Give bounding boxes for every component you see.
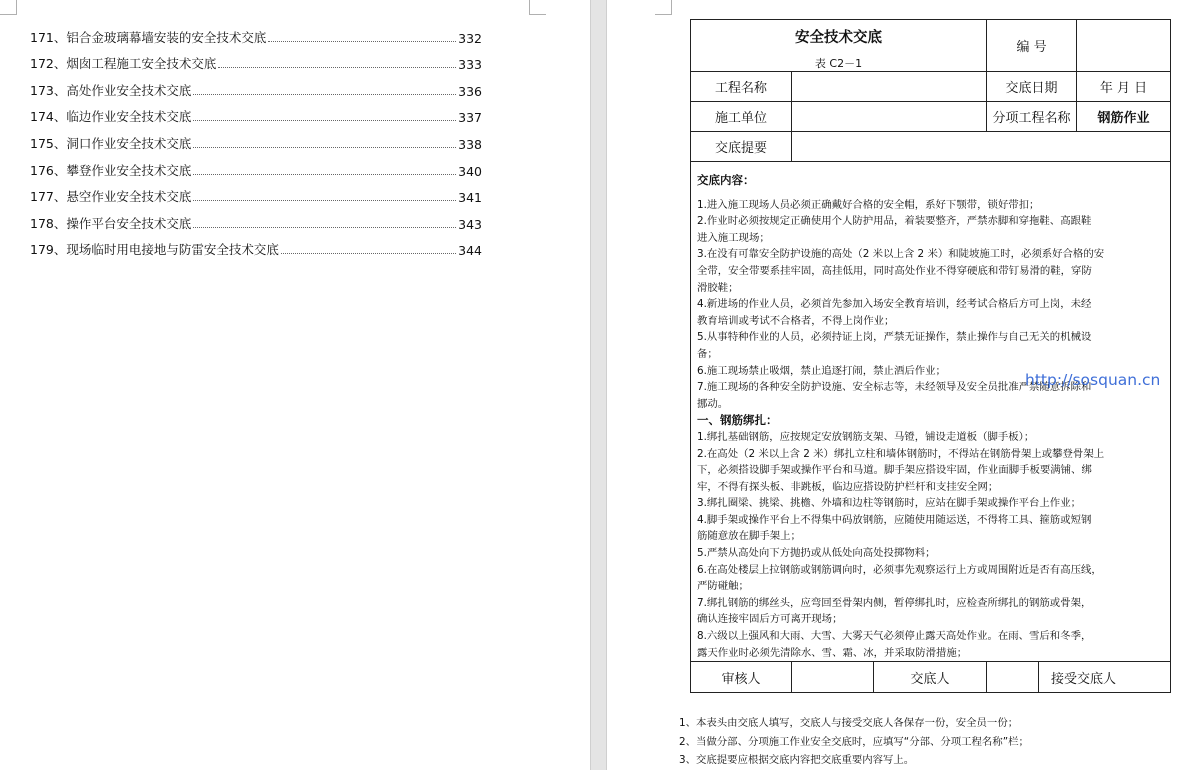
toc-entry[interactable] <box>30 157 482 179</box>
section-1-rules <box>697 429 1164 661</box>
page-gutter <box>590 0 607 770</box>
toc-entry[interactable] <box>30 236 482 258</box>
disclosure-content <box>691 162 1171 662</box>
form-title-cell <box>691 20 987 72</box>
form-title: 安全技术交底 <box>795 30 882 46</box>
watermark-url: http://sosquan.cn <box>1025 371 1161 389</box>
content-line: 1.绑扎基础钢筋，应按规定安放钢筋支架、马镫，铺设走道板（脚手板）； <box>697 430 1035 443</box>
toc-entry-page: 343 <box>458 217 482 232</box>
disclosure-form-table <box>690 19 1171 693</box>
content-line: 下，必须搭设脚手架或操作平台和马道。脚手架应搭设牢固，作业面脚手板要满铺、绑 <box>697 464 1092 477</box>
content-line: 1.进入施工现场人员必须正确戴好合格的安全帽，系好下颚带，锁好带扣； <box>697 198 1040 211</box>
content-line: 2.作业时必须按规定正确使用个人防护用品，着装要整齐，严禁赤脚和穿拖鞋、高跟鞋 <box>697 215 1092 228</box>
right-page <box>607 0 1197 770</box>
toc-leader-dots <box>193 227 456 228</box>
content-line: 7.施工现场的各种安全防护设施、安全标志等，未经领导及安全员批准严禁随意拆除和 <box>697 381 1092 394</box>
toc-entry-page: 337 <box>458 110 482 125</box>
project-name-value[interactable] <box>792 72 987 102</box>
toc-entry[interactable] <box>30 210 482 232</box>
toc-entry-page: 333 <box>458 57 482 72</box>
summary-value[interactable] <box>792 132 1171 162</box>
toc-leader-dots <box>193 94 456 95</box>
number-label: 编 号 <box>987 20 1077 72</box>
toc-entry-page: 341 <box>458 190 482 205</box>
toc-leader-dots <box>193 147 456 148</box>
receiver-label: 接受交底人 <box>1051 671 1117 687</box>
toc-entry-title: 176、攀登作业安全技术交底 <box>30 163 192 178</box>
number-value[interactable] <box>1077 20 1171 72</box>
sub-project-value[interactable]: 钢筋作业 <box>1077 102 1171 132</box>
toc-entry-title: 172、烟囱工程施工安全技术交底 <box>30 56 217 71</box>
reviewer-label: 审核人 <box>691 662 792 693</box>
reviewer-value[interactable] <box>792 662 874 693</box>
toc-entry-title: 177、悬空作业安全技术交底 <box>30 189 192 204</box>
content-line: 全带，安全带要系挂牢固，高挂低用，同时高处作业不得穿硬底和带钉易滑的鞋，穿防 <box>697 264 1092 277</box>
date-value[interactable]: 年 月 日 <box>1077 72 1171 102</box>
content-line: 进入施工现场； <box>697 231 770 244</box>
toc-entry-title: 173、高处作业安全技术交底 <box>30 83 192 98</box>
toc-entry[interactable] <box>30 77 482 99</box>
content-line: 5.严禁从高处向下方抛扔或从低处向高处投掷物料； <box>697 547 936 560</box>
toc-entry-title: 174、临边作业安全技术交底 <box>30 109 192 124</box>
discloser-label: 交底人 <box>874 662 987 693</box>
summary-label: 交底提要 <box>691 132 792 162</box>
content-line: 5.从事特种作业的人员，必须持证上岗，严禁无证操作，禁止操作与自己无关的机械设 <box>697 331 1092 344</box>
toc-entry[interactable] <box>30 183 482 205</box>
toc-leader-dots <box>193 174 456 175</box>
content-line: 露天作业时必须先清除水、雪、霜、冰，并采取防滑措施； <box>697 646 968 659</box>
content-line: 6.在高处楼层上拉钢筋或钢筋调向时，必须事先观察运行上方或周围附近是否有高压线， <box>697 563 1102 576</box>
content-line: 3.在没有可靠安全防护设施的高处（2 米以上含 2 米）和陡坡施工时，必须系好合格的安 <box>697 248 1105 261</box>
content-line: 备； <box>697 347 718 360</box>
content-line: 牢，不得有探头板、非跳板，临边应搭设防护栏杆和支挂安全网； <box>697 480 999 493</box>
date-label: 交底日期 <box>987 72 1077 102</box>
unit-value[interactable] <box>792 102 987 132</box>
content-line: 7.绑扎钢筋的绑丝头，应弯回至骨架内侧，暂停绑扎时，应检查所绑扎的钢筋或骨架， <box>697 596 1092 609</box>
toc-leader-dots <box>218 67 456 68</box>
project-name-label: 工程名称 <box>691 72 792 102</box>
crop-mark-top-left <box>0 0 17 15</box>
toc-leader-dots <box>193 120 456 121</box>
footnote: 1、本表头由交底人填写，交底人与接受交底人各保存一份，安全员一份； <box>679 717 1019 729</box>
content-line: 教育培训或考试不合格者，不得上岗作业； <box>697 314 895 327</box>
receiver-label-cell <box>1039 662 1171 693</box>
toc-entry[interactable] <box>30 103 482 125</box>
footnote: 3、交底提要应根据交底内容把交底重要内容写上。 <box>679 754 915 766</box>
toc-entry-page: 344 <box>458 243 482 258</box>
content-line: 挪动。 <box>697 397 729 410</box>
content-line: 滑胶鞋； <box>697 281 739 294</box>
toc-entry-title: 175、洞口作业安全技术交底 <box>30 136 192 151</box>
content-line: 确认连接牢固后方可离开现场； <box>697 613 843 626</box>
toc-entry-title: 171、铝合金玻璃幕墙安装的安全技术交底 <box>30 30 267 45</box>
content-line: 4.新进场的作业人员，必须首先参加入场安全教育培训，经考试合格后方可上岗，未经 <box>697 298 1092 311</box>
content-line: 2.在高处（2 米以上含 2 米）绑扎立柱和墙体钢筋时，不得站在钢筋骨架上或攀登骨架上 <box>697 447 1105 460</box>
content-line: 6.施工现场禁止吸烟，禁止追逐打闹，禁止酒后作业； <box>697 364 946 377</box>
crop-mark-top-right <box>529 0 546 15</box>
toc-entry-title: 179、现场临时用电接地与防雷安全技术交底 <box>30 242 279 257</box>
section-1-heading: 一、钢筋绑扎： <box>697 413 778 428</box>
unit-label: 施工单位 <box>691 102 792 132</box>
left-page <box>0 0 590 770</box>
crop-mark-top-left <box>655 0 672 15</box>
content-line: 4.脚手架或操作平台上不得集中码放钢筋，应随使用随运送，不得将工具、箍筋或短钢 <box>697 513 1092 526</box>
toc-entry-page: 336 <box>458 84 482 99</box>
content-line: 8.六级以上强风和大雨、大雪、大雾天气必须停止露天高处作业。在雨、雪后和冬季， <box>697 630 1092 643</box>
toc-entry[interactable] <box>30 130 482 152</box>
content-heading: 交底内容： <box>697 173 755 187</box>
toc-entry-page: 338 <box>458 137 482 152</box>
toc-leader-dots <box>268 41 456 42</box>
content-line: 严防碰触； <box>697 580 749 593</box>
toc-leader-dots <box>281 253 456 254</box>
discloser-value[interactable] <box>987 662 1039 693</box>
toc-entry[interactable] <box>30 24 482 46</box>
content-line: 3.绑扎圈梁、挑梁、挑檐、外墙和边柱等钢筋时，应站在脚手架或操作平台上作业； <box>697 497 1081 510</box>
content-line: 筋随意放在脚手架上； <box>697 530 801 543</box>
toc-entry-title: 178、操作平台安全技术交底 <box>30 216 192 231</box>
toc-entry-page: 340 <box>458 164 482 179</box>
toc-entry-page: 332 <box>458 31 482 46</box>
sub-project-label: 分项工程名称 <box>987 102 1077 132</box>
toc-leader-dots <box>193 200 456 201</box>
toc-entry[interactable] <box>30 50 482 72</box>
footnote: 2、当做分部、分项施工作业安全交底时，应填写“分部、分项工程名称”栏； <box>679 736 1029 748</box>
form-subtitle: 表 C2－1 <box>814 57 863 70</box>
